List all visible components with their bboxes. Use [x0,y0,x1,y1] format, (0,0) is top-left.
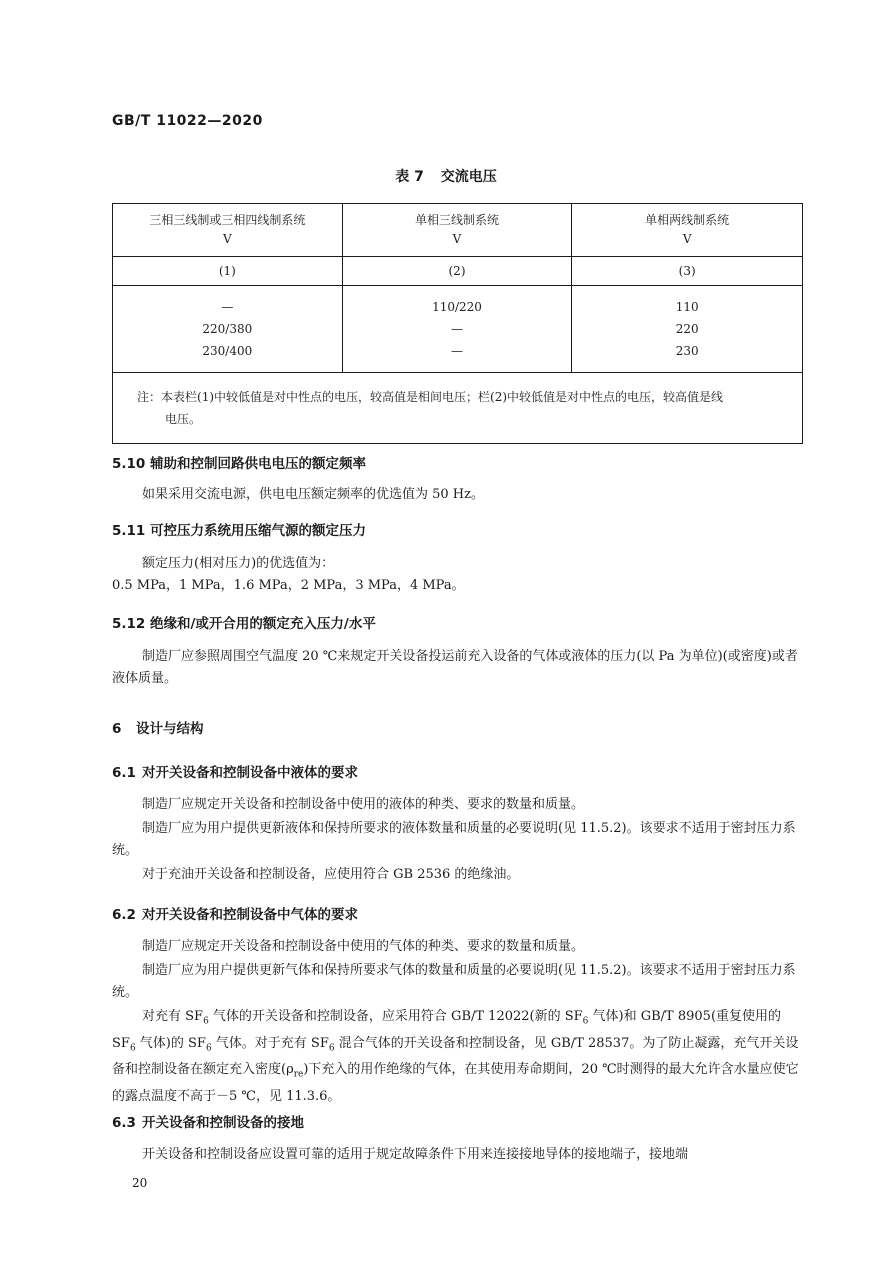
paragraph: 对于充油开关设备和控制设备，应使用符合 GB 2536 的绝缘油。 [142,867,520,882]
column-header-3: 单相两线制系统 V [572,204,803,257]
table-number: 表 7 [395,169,424,185]
paragraph: 开关设备和控制设备应设置可靠的适用于规定故障条件下用来连接接地导体的接地端子，接地端 [142,1147,689,1162]
paragraph: 制造厂应为用户提供更新气体和保持所要求气体的数量和质量的必要说明(见 11.5.2)。该要求不适用于密封压力系统。 [112,963,796,1000]
data-cell-col3: 110 220 230 [572,286,803,373]
column-index-1: (1) [113,257,343,286]
paragraph: 制造厂应参照周围空气温度 20 ℃来规定开关设备投运前充入设备的气体或液体的压力(以 Pa 为单位)(或密度)或者液体质量。 [112,649,798,686]
section-heading-5-11: 5.11 可控压力系统用压缩气源的额定压力 [112,523,366,539]
column-index-3: (3) [572,257,803,286]
data-cell-col2: 110/220 — — [342,286,572,373]
paragraph: 制造厂应规定开关设备和控制设备中使用的气体的种类、要求的数量和质量。 [142,939,585,954]
table-caption: 交流电压 [440,169,497,185]
column-header-2: 单相三线制系统 V [342,204,572,257]
column-index-2: (2) [342,257,572,286]
table-note: 注：本表栏(1)中较低值是对中性点的电压，较高值是相间电压；栏(2)中较低值是对中性点的电压，较高值是线 电压。 [113,373,803,444]
page-number: 20 [132,1176,148,1190]
paragraph: 0.5 MPa，1 MPa，1.6 MPa，2 MPa，3 MPa，4 MPa。 [112,578,465,593]
paragraph: 对充有 $SF_6$ 气体的开关设备和控制设备，应采用符合 GB/T 12022(新的 $SF_6$ 气体)和 GB/T 8905(重复使用的 $SF_6$ 气体)的 $SF_6$ 气体。对于充有 $SF_6$ 混合气体的开关设备和控制设备，见 GB/T 28537。为了防止凝露，充气开关设备和控制设备在额定充入密度$(\rho_{re})$下充入的用作绝缘的气体，在其使用寿命期间，20 ℃时测得的最大允许含水量应使它的露点温度不高于－5 ℃，见 11.3.6。 [112,1009,799,1104]
paragraph: 制造厂应为用户提供更新液体和保持所要求的液体数量和质量的必要说明(见 11.5.2)。该要求不适用于密封压力系统。 [112,821,796,858]
section-heading-6-3: 6.3 开关设备和控制设备的接地 [112,1115,304,1131]
section-heading-5-10: 5.10 辅助和控制回路供电电压的额定频率 [112,456,366,472]
paragraph: 如果采用交流电源，供电电压额定频率的优选值为 50 Hz。 [142,487,484,502]
column-header-1: 三相三线制或三相四线制系统 V [113,204,343,257]
ac-voltage-table [112,203,803,444]
section-heading-6-1: 6.1 对开关设备和控制设备中液体的要求 [112,765,358,781]
table-title [0,166,892,186]
standard-code: GB/T 11022—2020 [112,113,263,129]
section-heading-5-12: 5.12 绝缘和/或开合用的额定充入压力/水平 [112,616,376,632]
section-heading-6-2: 6.2 对开关设备和控制设备中气体的要求 [112,907,358,923]
paragraph: 额定压力(相对压力)的优选值为： [142,556,335,571]
section-heading-6: 6 设计与结构 [112,721,204,737]
data-cell-col1: — 220/380 230/400 [113,286,343,373]
paragraph: 制造厂应规定开关设备和控制设备中使用的液体的种类、要求的数量和质量。 [142,797,585,812]
